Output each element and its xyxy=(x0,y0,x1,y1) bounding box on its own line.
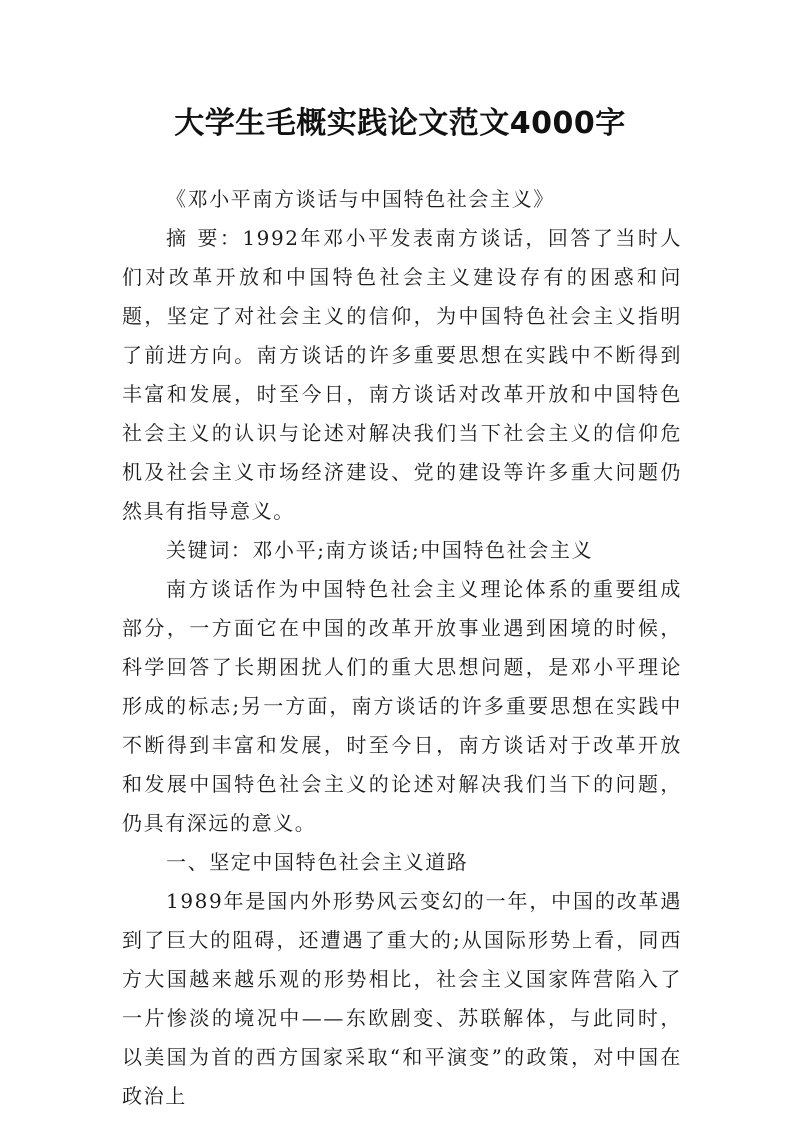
document-body xyxy=(122,180,682,1116)
abstract-paragraph: 摘 要：1992年邓小平发表南方谈话，回答了当时人们对改革开放和中国特色社会主义建设存有的困惑和问题，坚定了对社会主义的信仰，为中国特色社会主义指明了前进方向。南方谈话的许多重要思想在实践中不断得到丰富和发展，时至今日，南方谈话对改革开放和中国特色社会主义的认识与论述对解决我们当下社会主义的信仰危机及社会主义市场经济建设、党的建设等许多重大问题仍然具有指导意义。 xyxy=(122,226,682,523)
keywords-line: 关键词：邓小平;南方谈话;中国特色社会主义 xyxy=(166,538,594,562)
intro-paragraph: 南方谈话作为中国特色社会主义理论体系的重要组成部分，一方面它在中国的改革开放事业遇到困境的时候，科学回答了长期困扰人们的重大思想问题，是邓小平理论形成的标志;另一方面，南方谈话的许多重要思想在实践中不断得到丰富和发展，时至今日，南方谈话对于改革开放和发展中国特色社会主义的论述对解决我们当下的问题，仍具有深远的意义。 xyxy=(122,577,682,835)
section-heading: 一、坚定中国特色社会主义道路 xyxy=(166,850,469,874)
article-subtitle: 《邓小平南方谈话与中国特色社会主义》 xyxy=(166,187,555,211)
page-title: 大学生毛概实践论文范文4000字 xyxy=(174,106,626,141)
section-paragraph: 1989年是国内外形势风云变幻的一年，中国的改革遇到了巨大的阻碍，还遭遇了重大的;从国际形势上看，同西方大国越来越乐观的形势相比，社会主义国家阵营陷入了一片惨淡的境况中——东欧剧变、苏联解体，与此同时，以美国为首的西方国家采取“和平演变”的政策，对中国在政治上 xyxy=(122,889,682,1108)
